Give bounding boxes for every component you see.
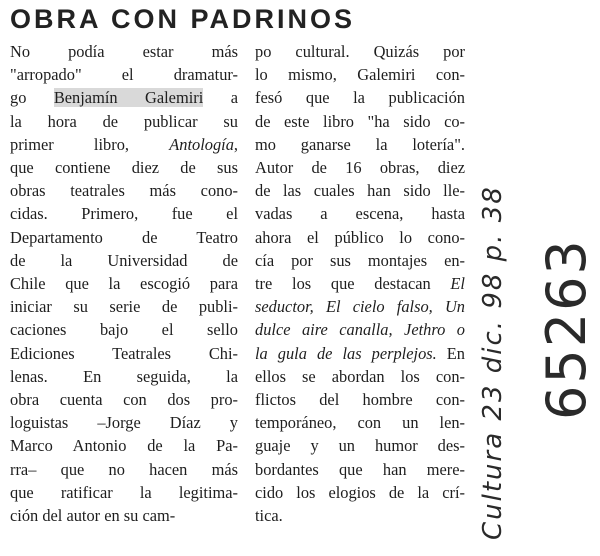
text-line: tica. bbox=[255, 506, 283, 526]
text-line: loguistas –Jorge Díaz y bbox=[10, 413, 238, 433]
text-line: primer libro, Antología, bbox=[10, 134, 238, 154]
text-line: rra– que no hacen más bbox=[10, 459, 238, 479]
text-line: Marco Antonio de la Pa- bbox=[10, 436, 238, 456]
handwritten-date-note: Cultura 23 dic. 98 p. 38 bbox=[478, 185, 508, 540]
article-column-right bbox=[255, 40, 465, 527]
text-line: de las cuales han sido lle- bbox=[255, 181, 465, 201]
text-line: que ratificar la legitima- bbox=[10, 482, 238, 502]
text-line: que contiene diez de sus bbox=[10, 158, 238, 178]
text-line: fesó que la publicación bbox=[255, 88, 465, 108]
text-line: "arropado" el dramatur- bbox=[10, 65, 238, 85]
emphasized-text: seductor, El cielo falso, Un bbox=[255, 297, 465, 317]
text-line: la hora de publicar su bbox=[10, 111, 238, 131]
text-line: tre los que destacan El bbox=[255, 274, 465, 294]
text-line: ahora el público lo cono- bbox=[255, 227, 465, 247]
text-line: de este libro "ha sido co- bbox=[255, 111, 465, 131]
text-line: lenas. En seguida, la bbox=[10, 366, 238, 386]
text-line: mo ganarse la lotería". bbox=[255, 134, 465, 154]
text-line: lo mismo, Galemiri con- bbox=[255, 65, 465, 85]
text-line: vadas a escena, hasta bbox=[255, 204, 465, 224]
text-line: Autor de 16 obras, diez bbox=[255, 158, 465, 178]
text-line: Departamento de Teatro bbox=[10, 227, 238, 247]
text-line: ellos se abordan los con- bbox=[255, 366, 465, 386]
text-line: go Benjamín Galemiri a bbox=[10, 88, 238, 108]
text-line: Chile que la escogió para bbox=[10, 274, 238, 294]
text-line: No podía estar más bbox=[10, 42, 238, 61]
text-line: iniciar su serie de publi- bbox=[10, 297, 238, 317]
text-line: temporáneo, con un len- bbox=[255, 413, 465, 433]
text-line bbox=[255, 318, 465, 341]
text-line: obras teatrales más cono- bbox=[10, 181, 238, 201]
text-line: flictos del hombre con- bbox=[255, 390, 465, 410]
text-line: obra cuenta con dos pro- bbox=[10, 390, 238, 410]
emphasized-text: Benjamín Galemiri bbox=[53, 88, 204, 108]
article-column-left bbox=[10, 40, 238, 527]
text-line: caciones bajo el sello bbox=[10, 320, 238, 340]
text-line bbox=[255, 295, 465, 318]
emphasized-text: dulce aire canalla, Jethro o bbox=[255, 320, 465, 340]
text-line: cidas. Primero, fue el bbox=[10, 204, 238, 224]
text-line: la gula de las perplejos. En bbox=[255, 343, 465, 363]
text-line: cía por sus montajes en- bbox=[255, 250, 465, 270]
text-line: cido los elogios de la crí- bbox=[255, 482, 465, 502]
text-line: bordantes que han mere- bbox=[255, 459, 465, 479]
text-line: ción del autor en su cam- bbox=[10, 506, 176, 526]
emphasized-text: El bbox=[450, 274, 465, 294]
handwritten-archive-number: 65263 bbox=[535, 238, 598, 420]
emphasized-text: la gula de las perplejos. bbox=[255, 343, 437, 363]
text-line: de la Universidad de bbox=[10, 250, 238, 270]
emphasized-text: Antología bbox=[169, 134, 234, 154]
text-line: po cultural. Quizás por bbox=[255, 42, 465, 61]
text-line: Ediciones Teatrales Chi- bbox=[10, 343, 238, 363]
article-headline: OBRA CON PADRINOS bbox=[10, 4, 356, 34]
text-line: guaje y un humor des- bbox=[255, 436, 465, 456]
